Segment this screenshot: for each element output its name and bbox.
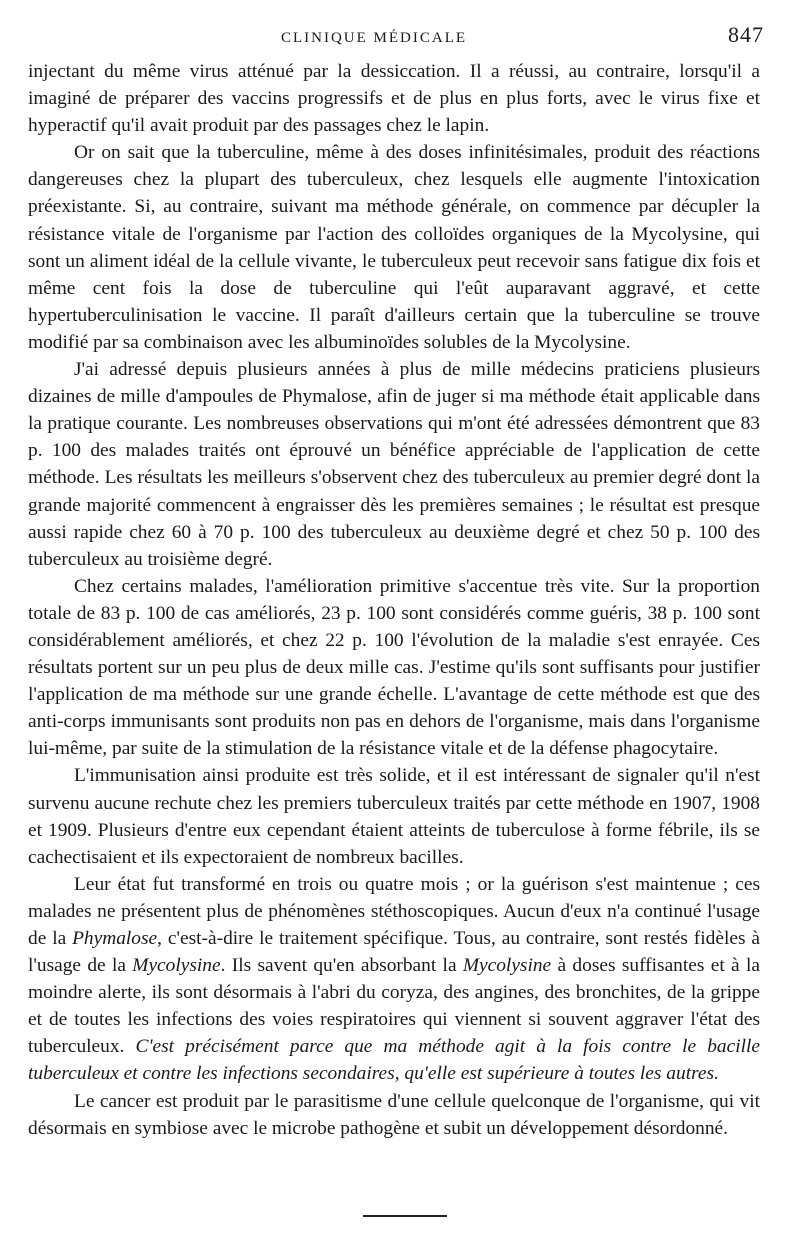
paragraph-6 (28, 871, 760, 1088)
paragraph-6-text-c: . Ils savent qu'en absorbant la (220, 955, 463, 977)
paragraph-3: J'ai adressé depuis plusieurs années à plus de mille médecins praticiens plusieurs dizaines de mille d'ampoules de Phymalose, afin de juger si ma méthode était applicable dans la pratique courante. Les nombreuses observations qui m'ont été adressées démontrent que 83 p. 100 des malades traités ont éprouvé un bénéfice appréciable de l'application de cette méthode. Les résultats les meilleurs s'observent chez des tuberculeux au premier degré dont la grande majorité commencent à engraisser dès les premières semaines ; le résultat est presque aussi rapide chez 60 à 70 p. 100 des tuberculeux au deuxième degré et chez 50 p. 100 des tuberculeux au troisième degré. (28, 359, 760, 570)
body-text (28, 58, 760, 1142)
paragraph-2: Or on sait que la tuberculine, même à des doses infinitésimales, produit des réactions dangereuses chez la plupart des tuberculeux, chez lesquels elle augmente l'intoxication préexistante. Si, au contraire, suivant ma méthode générale, on commence par décupler la résistance vitale de l'organisme par l'action des colloïdes organiques de la Mycolysine, qui sont un aliment idéal de la cellule vivante, le tuberculeux peut recevoir sans fatigue dix fois et même cent fois la dose de tuberculine qui l'eût auparavant aggravé, et cette hypertuberculinisation le vaccine. Il paraît d'ailleurs certain que la tuberculine se trouve modifié par sa combinaison avec les albuminoïdes solubles de la Mycolysine. (28, 142, 760, 353)
paragraph-7: Le cancer est produit par le parasitisme d'une cellule quelconque de l'organisme, qui vit désormais en symbiose avec le microbe pathogène et subit un développement désordonné. (28, 1090, 760, 1139)
page-number: 847 (728, 22, 764, 47)
paragraph-6-text-a: Leur état fut transformé en trois ou quatre mois ; or la guérison s'est maintenue ; ces malades ne présentent plus de phénomènes stéthoscopiques. Aucun d'eux n'a continué l'usage de la (28, 873, 760, 949)
section-end-rule (363, 1215, 447, 1217)
mycolysine-term-2: Mycolysine (462, 955, 552, 977)
paragraph-6-text-b: , c'est-à-dire le traitement spécifique. Tous, au contraire, sont restés fidèles à l'usage de la (28, 928, 760, 977)
paragraph-6-text-d: à doses suffisantes et à la moindre alerte, ils sont désormais à l'abri du coryza, des angines, des bronchites, de la grippe et de toutes les infections des voies respiratoires qui viennent si souvent aggraver l'état des tuberculeux. (28, 955, 760, 1058)
paragraph-4: Chez certains malades, l'amélioration primitive s'accentue très vite. Sur la proportion totale de 83 p. 100 de cas améliorés, 23 p. 100 sont considérés comme guéris, 38 p. 100 sont considérablement améliorés, et chez 22 p. 100 l'évolution de la maladie s'est enrayée. Ces résultats portent sur un peu plus de deux mille cas. J'estime qu'ils sont suffisants pour justifier l'application de ma méthode sur une grande échelle. L'avantage de cette méthode est que des anti-corps immunisants sont produits non pas en dehors de l'organisme, mais dans l'organisme lui-même, par suite de la stimulation de la résistance vitale et de la défense phagocytaire. (28, 575, 760, 760)
paragraph-5: L'immunisation ainsi produite est très solide, et il est intéressant de signaler qu'il n'est survenu aucune rechute chez les premiers tuberculeux traités par cette méthode en 1907, 1908 et 1909. Plusieurs d'entre eux cependant étaient atteints de tuberculose à forme fébrile, ils se cachectisaient et ils expectoraient de nombreux bacilles. (28, 765, 760, 868)
mycolysine-term-1: Mycolysine (132, 955, 221, 977)
running-head (28, 18, 764, 58)
phymalose-term: Phymalose (72, 928, 158, 949)
paragraph-1: injectant du même virus atténué par la dessiccation. Il a réussi, au contraire, lorsqu'il a imaginé de préparer des vaccins progressifs et de plus en plus forts, avec le virus fixe et hyperactif qu'il avait produit par des passages chez le lapin. (28, 61, 760, 137)
italic-conclusion: C'est précisément parce que ma méthode agit à la fois contre le bacille tuberculeux et contre les infections secondaires, qu'elle est supérieure à toutes les autres. (28, 1036, 760, 1085)
running-title: CLINIQUE MÉDICALE (280, 30, 468, 46)
